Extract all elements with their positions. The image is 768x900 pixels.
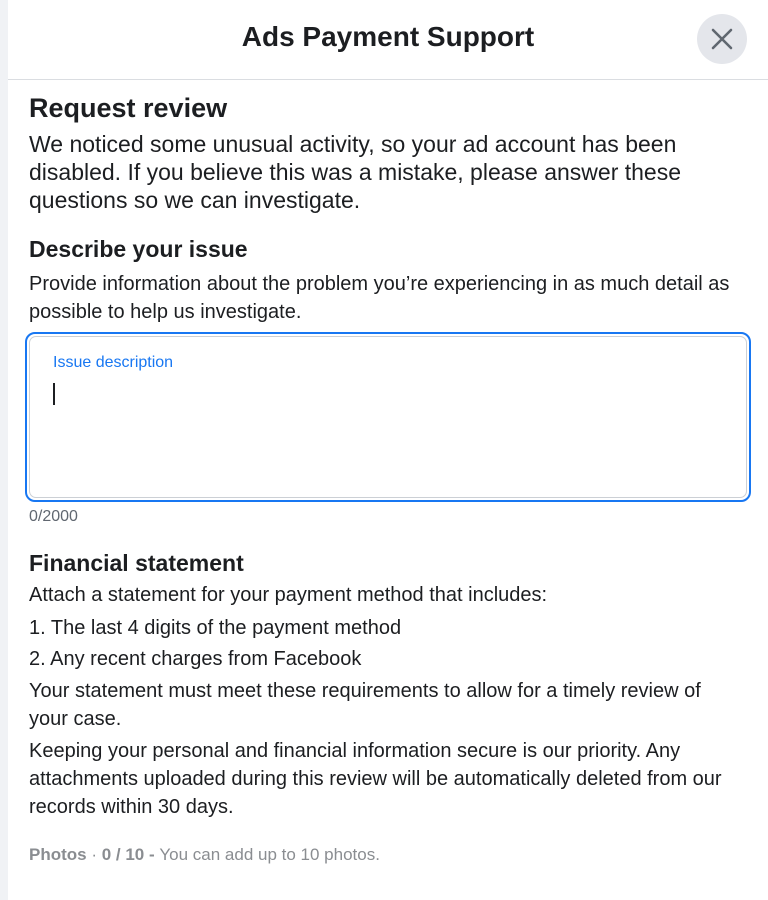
financial-line-intro: Attach a statement for your payment method that includes: bbox=[29, 584, 548, 606]
photos-count: 0 / 10 bbox=[101, 845, 145, 864]
photos-separator: · bbox=[86, 845, 102, 864]
dialog-title: Ads Payment Support bbox=[241, 21, 535, 52]
issue-description-label: Issue description bbox=[53, 354, 174, 371]
close-icon bbox=[710, 27, 734, 51]
photos-info bbox=[29, 845, 380, 865]
financial-requirement-2: 2. Any recent charges from Facebook bbox=[29, 648, 362, 670]
issue-description-field[interactable] bbox=[25, 332, 751, 502]
photos-label: Photos bbox=[29, 845, 87, 864]
describe-issue-heading: Describe your issue bbox=[29, 236, 248, 262]
request-review-intro: We noticed some unusual activity, so your ad account has been disabled. If you believe this was a mistake, please answer these questions so we can investigate. bbox=[29, 131, 682, 213]
financial-statement-heading: Financial statement bbox=[29, 550, 244, 576]
photos-dash: - bbox=[144, 845, 160, 864]
request-review-heading: Request review bbox=[29, 93, 228, 123]
character-counter: 0/2000 bbox=[29, 508, 78, 525]
text-caret bbox=[53, 383, 55, 405]
financial-requirement-1: 1. The last 4 digits of the payment method bbox=[29, 617, 402, 639]
describe-issue-description: Provide information about the problem you’re experiencing in as much detail as possible to help us investigate. bbox=[29, 273, 730, 323]
close-button[interactable] bbox=[697, 14, 747, 64]
issue-description-input[interactable] bbox=[29, 336, 747, 498]
financial-security-note: Keeping your personal and financial information secure is our priority. Any attachments uploaded during this review will be automatically deleted from our records within 30 days. bbox=[29, 740, 722, 818]
financial-timely-review-note: Your statement must meet these requirements to allow for a timely review of your case. bbox=[29, 680, 701, 730]
photos-hint: You can add up to 10 photos. bbox=[159, 845, 380, 864]
dialog-header bbox=[8, 0, 768, 80]
support-dialog bbox=[8, 0, 768, 900]
